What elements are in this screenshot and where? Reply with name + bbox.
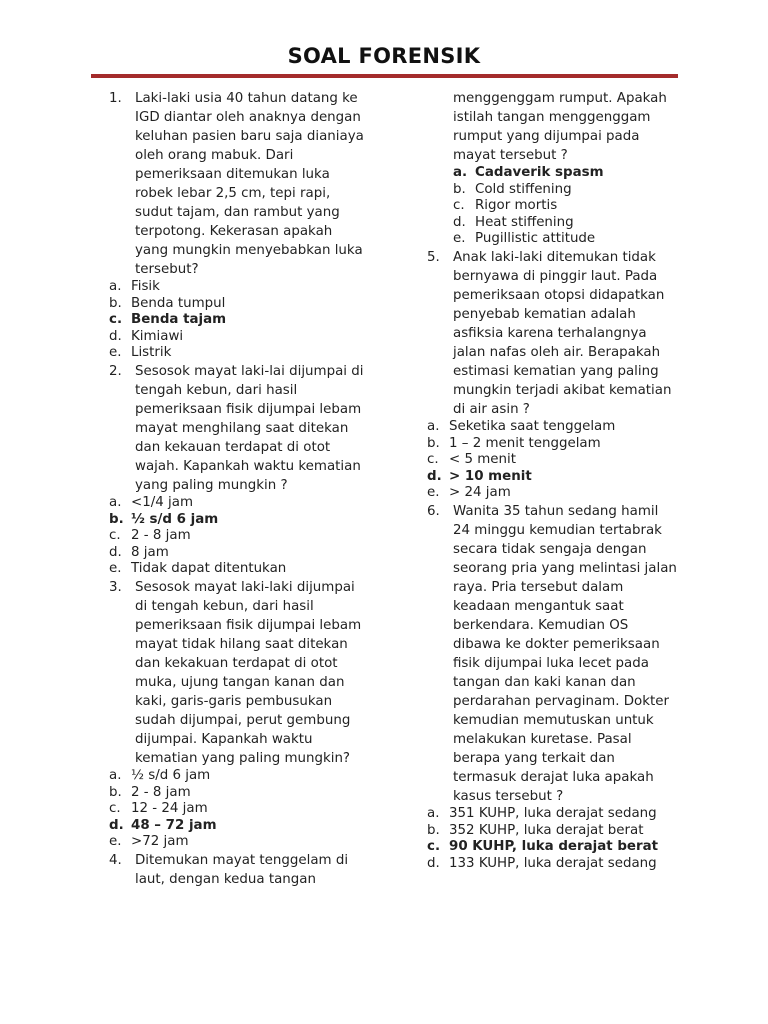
option-b (109, 785, 369, 802)
option-letter: e. (109, 345, 122, 361)
option-letter: a. (109, 279, 122, 294)
option-letter: d. (109, 817, 124, 833)
option-text: 352 KUHP, luka derajat berat (449, 822, 644, 838)
option-text: Benda tumpul (131, 295, 226, 311)
option-text: ½ s/d 6 jam (131, 767, 211, 783)
title-divider (91, 74, 678, 78)
option-text: Cadaverik spasm (475, 165, 604, 180)
option-b (427, 436, 679, 453)
option-text: 48 – 72 jam (131, 817, 217, 833)
option-b (427, 182, 679, 199)
option-letter: e. (453, 231, 466, 247)
question-4-continued: menggenggam rumput. Apakah istilah tangan menggenggam rumput yang dijumpai pada mayat tersebut ? (453, 91, 667, 163)
option-b (109, 296, 369, 313)
option-letter: e. (427, 485, 440, 501)
option-letter: c. (453, 198, 465, 214)
option-a (427, 806, 679, 823)
option-text: Pugillistic attitude (475, 231, 596, 247)
option-c (427, 198, 679, 215)
option-text: Benda tajam (131, 312, 227, 328)
option-letter: d. (427, 468, 442, 484)
option-c (109, 528, 369, 545)
option-text: Listrik (131, 345, 172, 361)
option-text: Tidak dapat ditentukan (131, 561, 287, 577)
option-b-answer (109, 512, 369, 529)
option-a (427, 419, 679, 436)
question-number: 5. (427, 249, 440, 265)
option-c-answer (109, 312, 369, 329)
option-a (109, 768, 369, 785)
option-letter: b. (427, 822, 440, 838)
option-letter: e. (109, 561, 122, 577)
option-a (109, 495, 369, 512)
option-text: Fisik (131, 279, 160, 294)
option-letter: b. (109, 784, 122, 800)
option-d-answer (427, 469, 679, 486)
option-letter: a. (109, 767, 122, 783)
option-text: Cold stiffening (475, 181, 572, 197)
question-5 (427, 248, 679, 419)
question-3 (109, 578, 369, 768)
question-number: 3. (109, 579, 122, 595)
option-text: Kimiawi (131, 328, 184, 344)
option-text: ½ s/d 6 jam (131, 511, 219, 527)
option-e (427, 231, 679, 248)
option-d-answer (109, 818, 369, 835)
option-e (427, 485, 679, 502)
option-letter: a. (453, 165, 468, 180)
option-letter: d. (109, 544, 122, 560)
question-text: Sesosok mayat laki-laki dijumpai di tengah kebun, dari hasil pemeriksaan fisik dijumpai lebam mayat tidak hilang saat ditekan dan kekakuan terdapat di otot muka, ujung tangan kanan dan kaki, garis-garis pembusukan sudah dijumpai, perut gembung dijumpai. Kapankah waktu kematian yang paling mungkin? (135, 579, 362, 766)
option-letter: a. (109, 494, 122, 510)
option-e (109, 834, 369, 851)
option-letter: c. (427, 839, 441, 855)
option-letter: a. (427, 418, 440, 434)
question-number: 6. (427, 503, 440, 519)
question-text: Laki-laki usia 40 tahun datang ke IGD diantar oleh anaknya dengan keluhan pasien baru saja dianiaya oleh orang mabuk. Dari pemeriksaan ditemukan luka robek lebar 2,5 cm, tepi rapi, sudut tajam, dan rambut yang terpotong. Kekerasan apakah yang mungkin menyebabkan luka tersebut? (135, 91, 364, 277)
option-letter: d. (427, 855, 440, 871)
option-text: > 10 menit (449, 468, 532, 484)
option-letter: b. (109, 295, 122, 311)
right-column (427, 89, 679, 872)
option-e (109, 345, 369, 362)
option-text: 2 - 8 jam (131, 784, 191, 800)
option-d (427, 215, 679, 232)
option-text: >72 jam (131, 834, 189, 850)
question-text: Ditemukan mayat tenggelam di laut, dengan kedua tangan (135, 852, 349, 887)
option-text: 8 jam (131, 544, 169, 560)
option-a-answer (427, 165, 679, 182)
option-text: 351 KUHP, luka derajat sedang (449, 805, 657, 821)
option-d (427, 856, 679, 873)
option-text: 12 - 24 jam (131, 801, 208, 817)
option-letter: c. (427, 452, 439, 468)
question-2 (109, 362, 369, 495)
question-number: 1. (109, 91, 122, 106)
question-text: Wanita 35 tahun sedang hamil 24 minggu kemudian tertabrak secara tidak sengaja dengan seorang pria yang melintasi jalan raya. Pria tersebut dalam keadaan mengantuk saat berkendara. Kemudian OS dibawa ke dokter pemeriksaan fisik dijumpai luka lecet pada tangan dan kaki kanan dan perdarahan pervaginam. Dokter kemudian memutuskan untuk melakukan kuretase. Pasal berapa yang terkait dan termasuk derajat luka apakah kasus tersebut ? (453, 503, 677, 804)
option-d (109, 545, 369, 562)
question-number: 4. (109, 852, 122, 868)
option-letter: d. (453, 214, 466, 230)
option-text: 1 – 2 menit tenggelam (449, 435, 601, 451)
question-text: Anak laki-laki ditemukan tidak bernyawa di pinggir laut. Pada pemeriksaan otopsi didapatkan penyebab kematian adalah asfiksia karena terhalangnya jalan nafas oleh air. Berapakah estimasi kematian yang paling mungkin terjadi akibat kematian di air asin ? (453, 249, 672, 417)
option-text: Heat stiffening (475, 214, 574, 230)
option-text: 2 - 8 jam (131, 528, 191, 544)
question-4 (109, 851, 369, 889)
question-1 (109, 89, 369, 279)
option-text: Rigor mortis (475, 198, 558, 214)
option-letter: c. (109, 312, 123, 328)
question-6 (427, 502, 679, 806)
question-text: Sesosok mayat laki-lai dijumpai di tengah kebun, dari hasil pemeriksaan fisik dijumpai lebam mayat menghilang saat ditekan dan kekauan terdapat di otot wajah. Kapankah waktu kematian yang paling mungkin ? (135, 363, 364, 493)
option-text: 133 KUHP, luka derajat sedang (449, 855, 657, 871)
option-text: > 24 jam (449, 485, 511, 501)
option-text: Seketika saat tenggelam (449, 418, 616, 434)
option-c (427, 452, 679, 469)
option-text: <1/4 jam (131, 494, 193, 510)
option-letter: a. (427, 805, 440, 821)
option-text: < 5 menit (449, 452, 516, 468)
option-b (427, 823, 679, 840)
option-letter: e. (109, 834, 122, 850)
option-letter: c. (109, 801, 121, 817)
option-a (109, 279, 369, 296)
option-d (109, 329, 369, 346)
option-letter: b. (427, 435, 440, 451)
option-c (109, 801, 369, 818)
option-letter: c. (109, 528, 121, 544)
option-text: 90 KUHP, luka derajat berat (449, 839, 659, 855)
option-letter: b. (109, 511, 124, 527)
option-e (109, 561, 369, 578)
page-title: SOAL FORENSIK (287, 44, 481, 68)
option-c-answer (427, 839, 679, 856)
left-column (109, 89, 369, 889)
option-letter: b. (453, 181, 466, 197)
option-letter: d. (109, 328, 122, 344)
question-number: 2. (109, 363, 122, 379)
